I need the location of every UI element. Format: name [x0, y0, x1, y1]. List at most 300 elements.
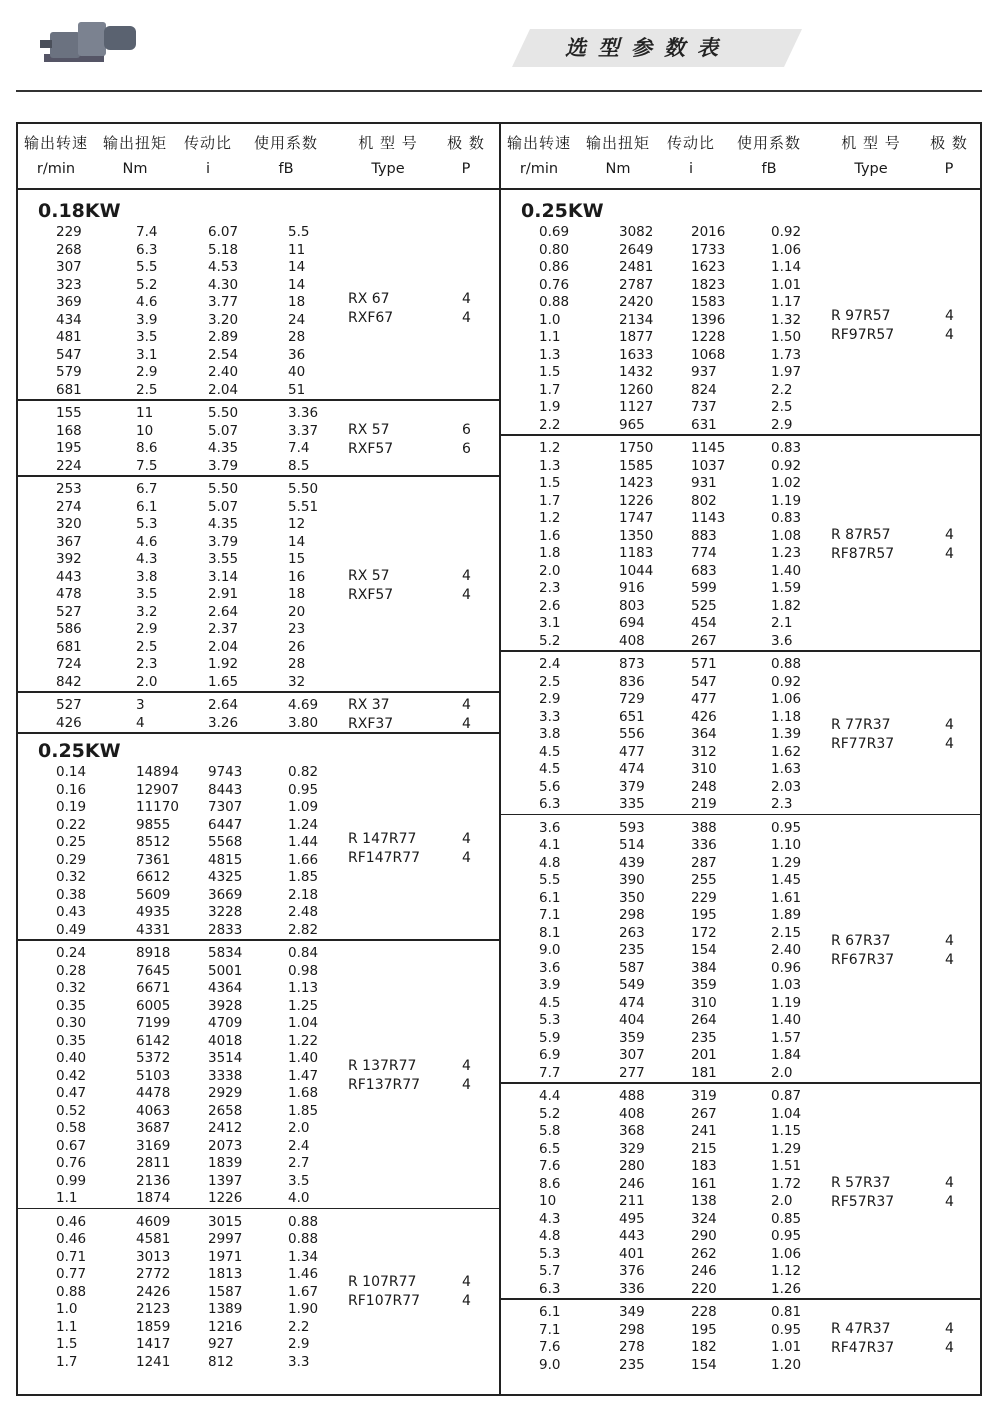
- ratio-cell: 4709: [208, 1015, 243, 1031]
- ratio-cell: 931: [691, 475, 717, 491]
- factor-cell: 0.95: [771, 1228, 802, 1244]
- speed-cell: 6.3: [539, 1280, 561, 1297]
- torque-cell: 211: [619, 1193, 645, 1209]
- speed-cell: 3.1: [539, 615, 561, 631]
- speed-cell: 2.0: [539, 562, 561, 579]
- speed-cell: 579: [56, 364, 82, 380]
- factor-cell: 1.22: [288, 1032, 319, 1049]
- column-header-poles: [924, 130, 974, 182]
- ratio-cell: 220: [691, 1280, 717, 1297]
- speed-cell: 481: [56, 329, 82, 345]
- table-row: [501, 796, 982, 814]
- table-row: [18, 764, 499, 782]
- ratio-cell: 1839: [208, 1155, 243, 1171]
- speed-cell: 0.88: [539, 294, 570, 310]
- ratio-cell: 2.91: [208, 586, 239, 602]
- torque-cell: 3013: [136, 1248, 171, 1265]
- speed-cell: 0.22: [56, 816, 87, 833]
- poles-value: 4: [945, 1340, 954, 1356]
- table-row: [501, 458, 982, 476]
- factor-cell: 1.29: [771, 1140, 802, 1157]
- ratio-cell: 3.26: [208, 714, 239, 731]
- column-header-factor-zh: 使用系数: [253, 134, 318, 152]
- speed-cell: 1.1: [56, 1190, 78, 1206]
- poles-value: 4: [462, 1274, 471, 1291]
- ratio-cell: 5001: [208, 962, 243, 979]
- factor-cell: 1.03: [771, 977, 802, 993]
- torque-cell: 514: [619, 837, 645, 853]
- factor-cell: 1.15: [771, 1123, 802, 1139]
- torque-cell: 593: [619, 819, 645, 836]
- torque-cell: 549: [619, 977, 645, 993]
- ratio-cell: 3338: [208, 1067, 243, 1084]
- poles-value: 4: [945, 1321, 954, 1337]
- ratio-cell: 426: [691, 708, 717, 725]
- factor-cell: 1.06: [771, 1245, 802, 1262]
- torque-cell: 495: [619, 1210, 645, 1227]
- torque-cell: 307: [619, 1047, 645, 1063]
- torque-cell: 873: [619, 656, 645, 672]
- speed-cell: 3.9: [539, 977, 561, 993]
- torque-cell: 556: [619, 726, 645, 742]
- torque-cell: 1183: [619, 545, 654, 561]
- torque-cell: 3082: [619, 224, 654, 240]
- column-header-poles-en: P: [461, 161, 471, 177]
- torque-cell: 3687: [136, 1120, 171, 1136]
- speed-cell: 1.7: [539, 492, 561, 509]
- ratio-cell: 324: [691, 1210, 717, 1227]
- model-type-flange: RF57R37: [831, 1194, 895, 1210]
- ratio-cell: 2658: [208, 1102, 243, 1119]
- torque-cell: 965: [619, 416, 645, 433]
- factor-cell: 1.40: [288, 1050, 319, 1066]
- torque-cell: 390: [619, 872, 645, 888]
- torque-cell: 439: [619, 854, 645, 871]
- factor-cell: 1.29: [771, 854, 802, 871]
- factor-cell: 2.18: [288, 886, 319, 903]
- factor-cell: 2.0: [288, 1120, 310, 1136]
- torque-cell: 6005: [136, 997, 171, 1014]
- torque-cell: 235: [619, 942, 645, 958]
- table-row: [18, 1231, 499, 1249]
- speed-cell: 0.47: [56, 1085, 87, 1101]
- ratio-cell: 927: [208, 1336, 234, 1352]
- table-row: [18, 1354, 499, 1372]
- speed-cell: 478: [56, 586, 82, 602]
- model-type-flange: RXF37: [348, 715, 394, 732]
- table-row: [18, 242, 499, 260]
- speed-cell: 224: [56, 457, 82, 474]
- table-row: [501, 890, 982, 908]
- factor-cell: 0.88: [288, 1231, 319, 1247]
- table-row: [501, 382, 982, 400]
- ratio-cell: 195: [691, 1321, 717, 1338]
- speed-cell: 1.9: [539, 399, 561, 415]
- torque-cell: 6612: [136, 869, 171, 885]
- ratio-cell: 683: [691, 562, 717, 579]
- ratio-cell: 4.30: [208, 276, 239, 293]
- speed-cell: 0.32: [56, 869, 87, 885]
- table-row: [18, 224, 499, 242]
- table-row: [18, 586, 499, 604]
- speed-cell: 0.14: [56, 764, 87, 780]
- model-type: R 107R77: [348, 1274, 417, 1291]
- speed-cell: 8.6: [539, 1175, 561, 1192]
- ratio-cell: 3228: [208, 904, 243, 920]
- speed-cell: 1.3: [539, 457, 561, 474]
- ratio-cell: 1145: [691, 440, 726, 456]
- column-header-torque-zh: 输出扭矩: [102, 134, 167, 152]
- factor-cell: 0.88: [771, 656, 802, 672]
- torque-cell: 803: [619, 597, 645, 614]
- factor-cell: 3.5: [288, 1172, 310, 1189]
- ratio-cell: 2016: [691, 224, 726, 240]
- page-title: 选型参数表: [565, 36, 730, 60]
- ratio-cell: 937: [691, 364, 717, 380]
- poles-value: 4: [462, 290, 471, 307]
- factor-cell: 4.69: [288, 697, 319, 713]
- factor-cell: 1.61: [771, 889, 802, 906]
- factor-cell: 1.19: [771, 492, 802, 509]
- ratio-cell: 287: [691, 854, 717, 871]
- ratio-cell: 241: [691, 1123, 717, 1139]
- ratio-cell: 5834: [208, 945, 243, 961]
- torque-cell: 3.2: [136, 603, 158, 620]
- speed-cell: 0.42: [56, 1067, 87, 1084]
- selection-table: [16, 122, 982, 1396]
- factor-cell: 0.83: [771, 440, 802, 456]
- table-row: [501, 837, 982, 855]
- torque-cell: 1260: [619, 381, 654, 398]
- ratio-cell: 9743: [208, 764, 243, 780]
- ratio-cell: 384: [691, 959, 717, 976]
- ratio-cell: 161: [691, 1175, 717, 1192]
- table-row: [501, 545, 982, 563]
- factor-cell: 0.92: [771, 224, 802, 240]
- ratio-cell: 2412: [208, 1120, 243, 1136]
- column-header-factor: [729, 130, 809, 182]
- ratio-cell: 228: [691, 1304, 717, 1320]
- table-row: [18, 534, 499, 552]
- factor-cell: 2.15: [771, 924, 802, 941]
- factor-cell: 40: [288, 364, 306, 380]
- column-header-speed-en: r/min: [519, 161, 559, 177]
- torque-cell: 5.2: [136, 276, 158, 293]
- torque-cell: 2426: [136, 1283, 171, 1300]
- torque-cell: 1432: [619, 364, 654, 380]
- table-row: [501, 1088, 982, 1106]
- factor-cell: 1.57: [771, 1029, 802, 1046]
- factor-cell: 1.18: [771, 708, 802, 725]
- ratio-cell: 3514: [208, 1050, 243, 1066]
- speed-cell: 1.0: [539, 311, 561, 328]
- ratio-cell: 3015: [208, 1213, 243, 1230]
- table-row: [501, 1322, 982, 1340]
- factor-cell: 1.40: [771, 562, 802, 579]
- factor-cell: 2.1: [771, 615, 793, 631]
- ratio-cell: 1037: [691, 457, 726, 474]
- torque-cell: 408: [619, 632, 645, 649]
- factor-cell: 14: [288, 259, 306, 275]
- speed-cell: 5.9: [539, 1029, 561, 1046]
- model-type: R 137R77: [348, 1058, 417, 1075]
- torque-cell: 3.5: [136, 586, 158, 602]
- torque-cell: 8.6: [136, 440, 158, 456]
- ratio-cell: 1.92: [208, 656, 239, 672]
- factor-cell: 0.87: [771, 1088, 802, 1104]
- table-row: [18, 1085, 499, 1103]
- factor-cell: 28: [288, 329, 306, 345]
- table-row: [501, 1246, 982, 1264]
- speed-cell: 0.71: [56, 1248, 87, 1265]
- speed-cell: 0.80: [539, 241, 570, 258]
- speed-cell: 527: [56, 697, 82, 713]
- speed-cell: 268: [56, 241, 82, 258]
- factor-cell: 0.95: [771, 1321, 802, 1338]
- table-row: [501, 1176, 982, 1194]
- table-row: [501, 1211, 982, 1229]
- table-row: [18, 1015, 499, 1033]
- table-row: [501, 615, 982, 633]
- speed-cell: 0.16: [56, 781, 87, 798]
- ratio-cell: 1068: [691, 346, 726, 363]
- power-heading: 0.18KW: [38, 200, 121, 222]
- torque-cell: 368: [619, 1123, 645, 1139]
- torque-cell: 376: [619, 1263, 645, 1279]
- speed-cell: 681: [56, 381, 82, 398]
- speed-cell: 4.8: [539, 1228, 561, 1244]
- ratio-cell: 2.64: [208, 697, 239, 713]
- poles-value: 6: [462, 441, 471, 457]
- torque-cell: 359: [619, 1029, 645, 1046]
- torque-cell: 5.3: [136, 516, 158, 532]
- table-row: [501, 417, 982, 435]
- torque-cell: 2.5: [136, 638, 158, 655]
- ratio-cell: 5.50: [208, 405, 239, 421]
- table-row: [501, 1193, 982, 1211]
- table-row: [18, 817, 499, 835]
- speed-cell: 4.1: [539, 837, 561, 853]
- table-row: [18, 963, 499, 981]
- table-row: [18, 852, 499, 870]
- factor-cell: 2.9: [288, 1336, 310, 1352]
- torque-cell: 401: [619, 1245, 645, 1262]
- column-header-factor-zh: 使用系数: [736, 134, 801, 152]
- speed-cell: 0.32: [56, 980, 87, 996]
- table-row: [18, 1173, 499, 1191]
- torque-cell: 1633: [619, 346, 654, 363]
- torque-cell: 6142: [136, 1032, 171, 1049]
- factor-cell: 7.4: [288, 440, 310, 456]
- factor-cell: 1.09: [288, 799, 319, 815]
- torque-cell: 1585: [619, 457, 654, 474]
- torque-cell: 277: [619, 1064, 645, 1081]
- ratio-cell: 2.40: [208, 364, 239, 380]
- column-header-poles-zh: 极 数: [447, 134, 485, 152]
- speed-cell: 527: [56, 603, 82, 620]
- torque-cell: 10: [136, 422, 154, 439]
- table-row: [501, 294, 982, 312]
- factor-cell: 1.40: [771, 1012, 802, 1028]
- table-row: [501, 1030, 982, 1048]
- table-row: [18, 294, 499, 312]
- factor-cell: 2.9: [771, 416, 793, 433]
- torque-cell: 443: [619, 1228, 645, 1244]
- torque-cell: 280: [619, 1158, 645, 1174]
- torque-cell: 9855: [136, 816, 171, 833]
- speed-cell: 7.6: [539, 1158, 561, 1174]
- group-separator: [18, 732, 499, 734]
- ratio-cell: 4018: [208, 1032, 243, 1049]
- factor-cell: 1.73: [771, 346, 802, 363]
- factor-cell: 2.2: [771, 381, 793, 398]
- ratio-cell: 824: [691, 381, 717, 398]
- model-type: R 77R37: [831, 716, 891, 733]
- speed-cell: 307: [56, 259, 82, 275]
- factor-cell: 1.82: [771, 597, 802, 614]
- factor-cell: 1.59: [771, 580, 802, 596]
- torque-cell: 4609: [136, 1213, 171, 1230]
- model-type: RX 57: [348, 568, 390, 584]
- factor-cell: 18: [288, 586, 306, 602]
- speed-cell: 1.5: [539, 364, 561, 380]
- speed-cell: 426: [56, 714, 82, 731]
- speed-cell: 0.69: [539, 224, 570, 240]
- ratio-cell: 5.07: [208, 422, 239, 439]
- table-row: [501, 475, 982, 493]
- speed-cell: 323: [56, 276, 82, 293]
- torque-cell: 336: [619, 1280, 645, 1297]
- table-row: [18, 458, 499, 476]
- speed-cell: 0.35: [56, 997, 87, 1014]
- factor-cell: 0.81: [771, 1304, 802, 1320]
- table-row: [501, 942, 982, 960]
- left-table-panel: [18, 124, 499, 1394]
- factor-cell: 0.84: [288, 945, 319, 961]
- group-separator: [18, 691, 499, 693]
- torque-cell: 1127: [619, 399, 654, 415]
- ratio-cell: 525: [691, 597, 717, 614]
- speed-cell: 6.3: [539, 796, 561, 812]
- ratio-cell: 172: [691, 924, 717, 941]
- table-row: [501, 493, 982, 511]
- factor-cell: 1.85: [288, 869, 319, 885]
- ratio-cell: 290: [691, 1228, 717, 1244]
- model-type-flange: RF107R77: [348, 1293, 421, 1310]
- ratio-cell: 310: [691, 761, 717, 777]
- torque-cell: 1747: [619, 510, 654, 526]
- factor-cell: 18: [288, 294, 306, 310]
- factor-cell: 32: [288, 673, 306, 690]
- torque-cell: 7645: [136, 962, 171, 979]
- speed-cell: 9.0: [539, 1356, 561, 1373]
- table-row: [501, 960, 982, 978]
- factor-cell: 51: [288, 381, 306, 398]
- speed-cell: 5.6: [539, 778, 561, 795]
- factor-cell: 3.36: [288, 405, 319, 421]
- ratio-cell: 737: [691, 399, 717, 415]
- factor-cell: 0.85: [771, 1210, 802, 1227]
- ratio-cell: 264: [691, 1012, 717, 1028]
- ratio-cell: 229: [691, 889, 717, 906]
- torque-cell: 694: [619, 615, 645, 631]
- table-row: [501, 1141, 982, 1159]
- group-separator: [18, 475, 499, 477]
- torque-cell: 11170: [136, 799, 179, 815]
- column-header-torque: [578, 130, 658, 182]
- factor-cell: 3.37: [288, 422, 319, 439]
- table-row: [18, 1033, 499, 1051]
- factor-cell: 0.92: [771, 457, 802, 474]
- poles-value: 4: [462, 587, 471, 603]
- speed-cell: 0.58: [56, 1120, 87, 1136]
- torque-cell: 1044: [619, 562, 654, 579]
- table-row: [18, 1103, 499, 1121]
- column-header-factor-en: fB: [761, 161, 777, 177]
- poles-value: 6: [462, 422, 471, 438]
- speed-cell: 5.5: [539, 872, 561, 888]
- table-row: [501, 1012, 982, 1030]
- factor-cell: 1.01: [771, 1339, 802, 1355]
- factor-cell: 12: [288, 516, 306, 532]
- ratio-cell: 1228: [691, 329, 726, 345]
- column-header-ratio-en: i: [205, 161, 211, 177]
- model-type-flange: RF97R57: [831, 327, 895, 343]
- poles-value: 4: [945, 527, 954, 543]
- ratio-cell: 154: [691, 942, 717, 958]
- table-row: [18, 569, 499, 587]
- factor-cell: 1.89: [771, 907, 802, 923]
- column-header-type-zh: 机 型 号: [358, 134, 418, 152]
- ratio-cell: 235: [691, 1029, 717, 1046]
- group-separator: [18, 939, 499, 941]
- table-row: [501, 779, 982, 797]
- group-separator: [501, 1298, 982, 1300]
- speed-cell: 6.1: [539, 889, 561, 906]
- torque-cell: 729: [619, 691, 645, 707]
- speed-cell: 7.6: [539, 1339, 561, 1355]
- ratio-cell: 255: [691, 872, 717, 888]
- speed-cell: 0.28: [56, 962, 87, 979]
- factor-cell: 1.14: [771, 259, 802, 275]
- speed-cell: 1.7: [539, 381, 561, 398]
- ratio-cell: 1623: [691, 259, 726, 275]
- table-row: [501, 1158, 982, 1176]
- speed-cell: 369: [56, 294, 82, 310]
- factor-cell: 2.2: [288, 1318, 310, 1335]
- torque-cell: 408: [619, 1105, 645, 1122]
- torque-cell: 1417: [136, 1336, 171, 1352]
- column-header-type-en: Type: [854, 161, 888, 177]
- speed-cell: 274: [56, 498, 82, 515]
- factor-cell: 1.62: [771, 743, 802, 760]
- factor-cell: 1.45: [771, 872, 802, 888]
- torque-cell: 4063: [136, 1102, 171, 1119]
- torque-cell: 651: [619, 708, 645, 725]
- factor-cell: 1.08: [771, 527, 802, 544]
- table-row: [501, 510, 982, 528]
- speed-cell: 0.76: [56, 1155, 87, 1171]
- ratio-cell: 267: [691, 1105, 717, 1122]
- ratio-cell: 571: [691, 656, 717, 672]
- column-header-type: [348, 130, 428, 182]
- column-header-torque-en: Nm: [122, 161, 148, 177]
- column-header-speed-zh: 输出转速: [23, 134, 88, 152]
- table-row: [18, 1120, 499, 1138]
- table-row: [501, 440, 982, 458]
- factor-cell: 1.97: [771, 364, 802, 380]
- torque-cell: 474: [619, 994, 645, 1011]
